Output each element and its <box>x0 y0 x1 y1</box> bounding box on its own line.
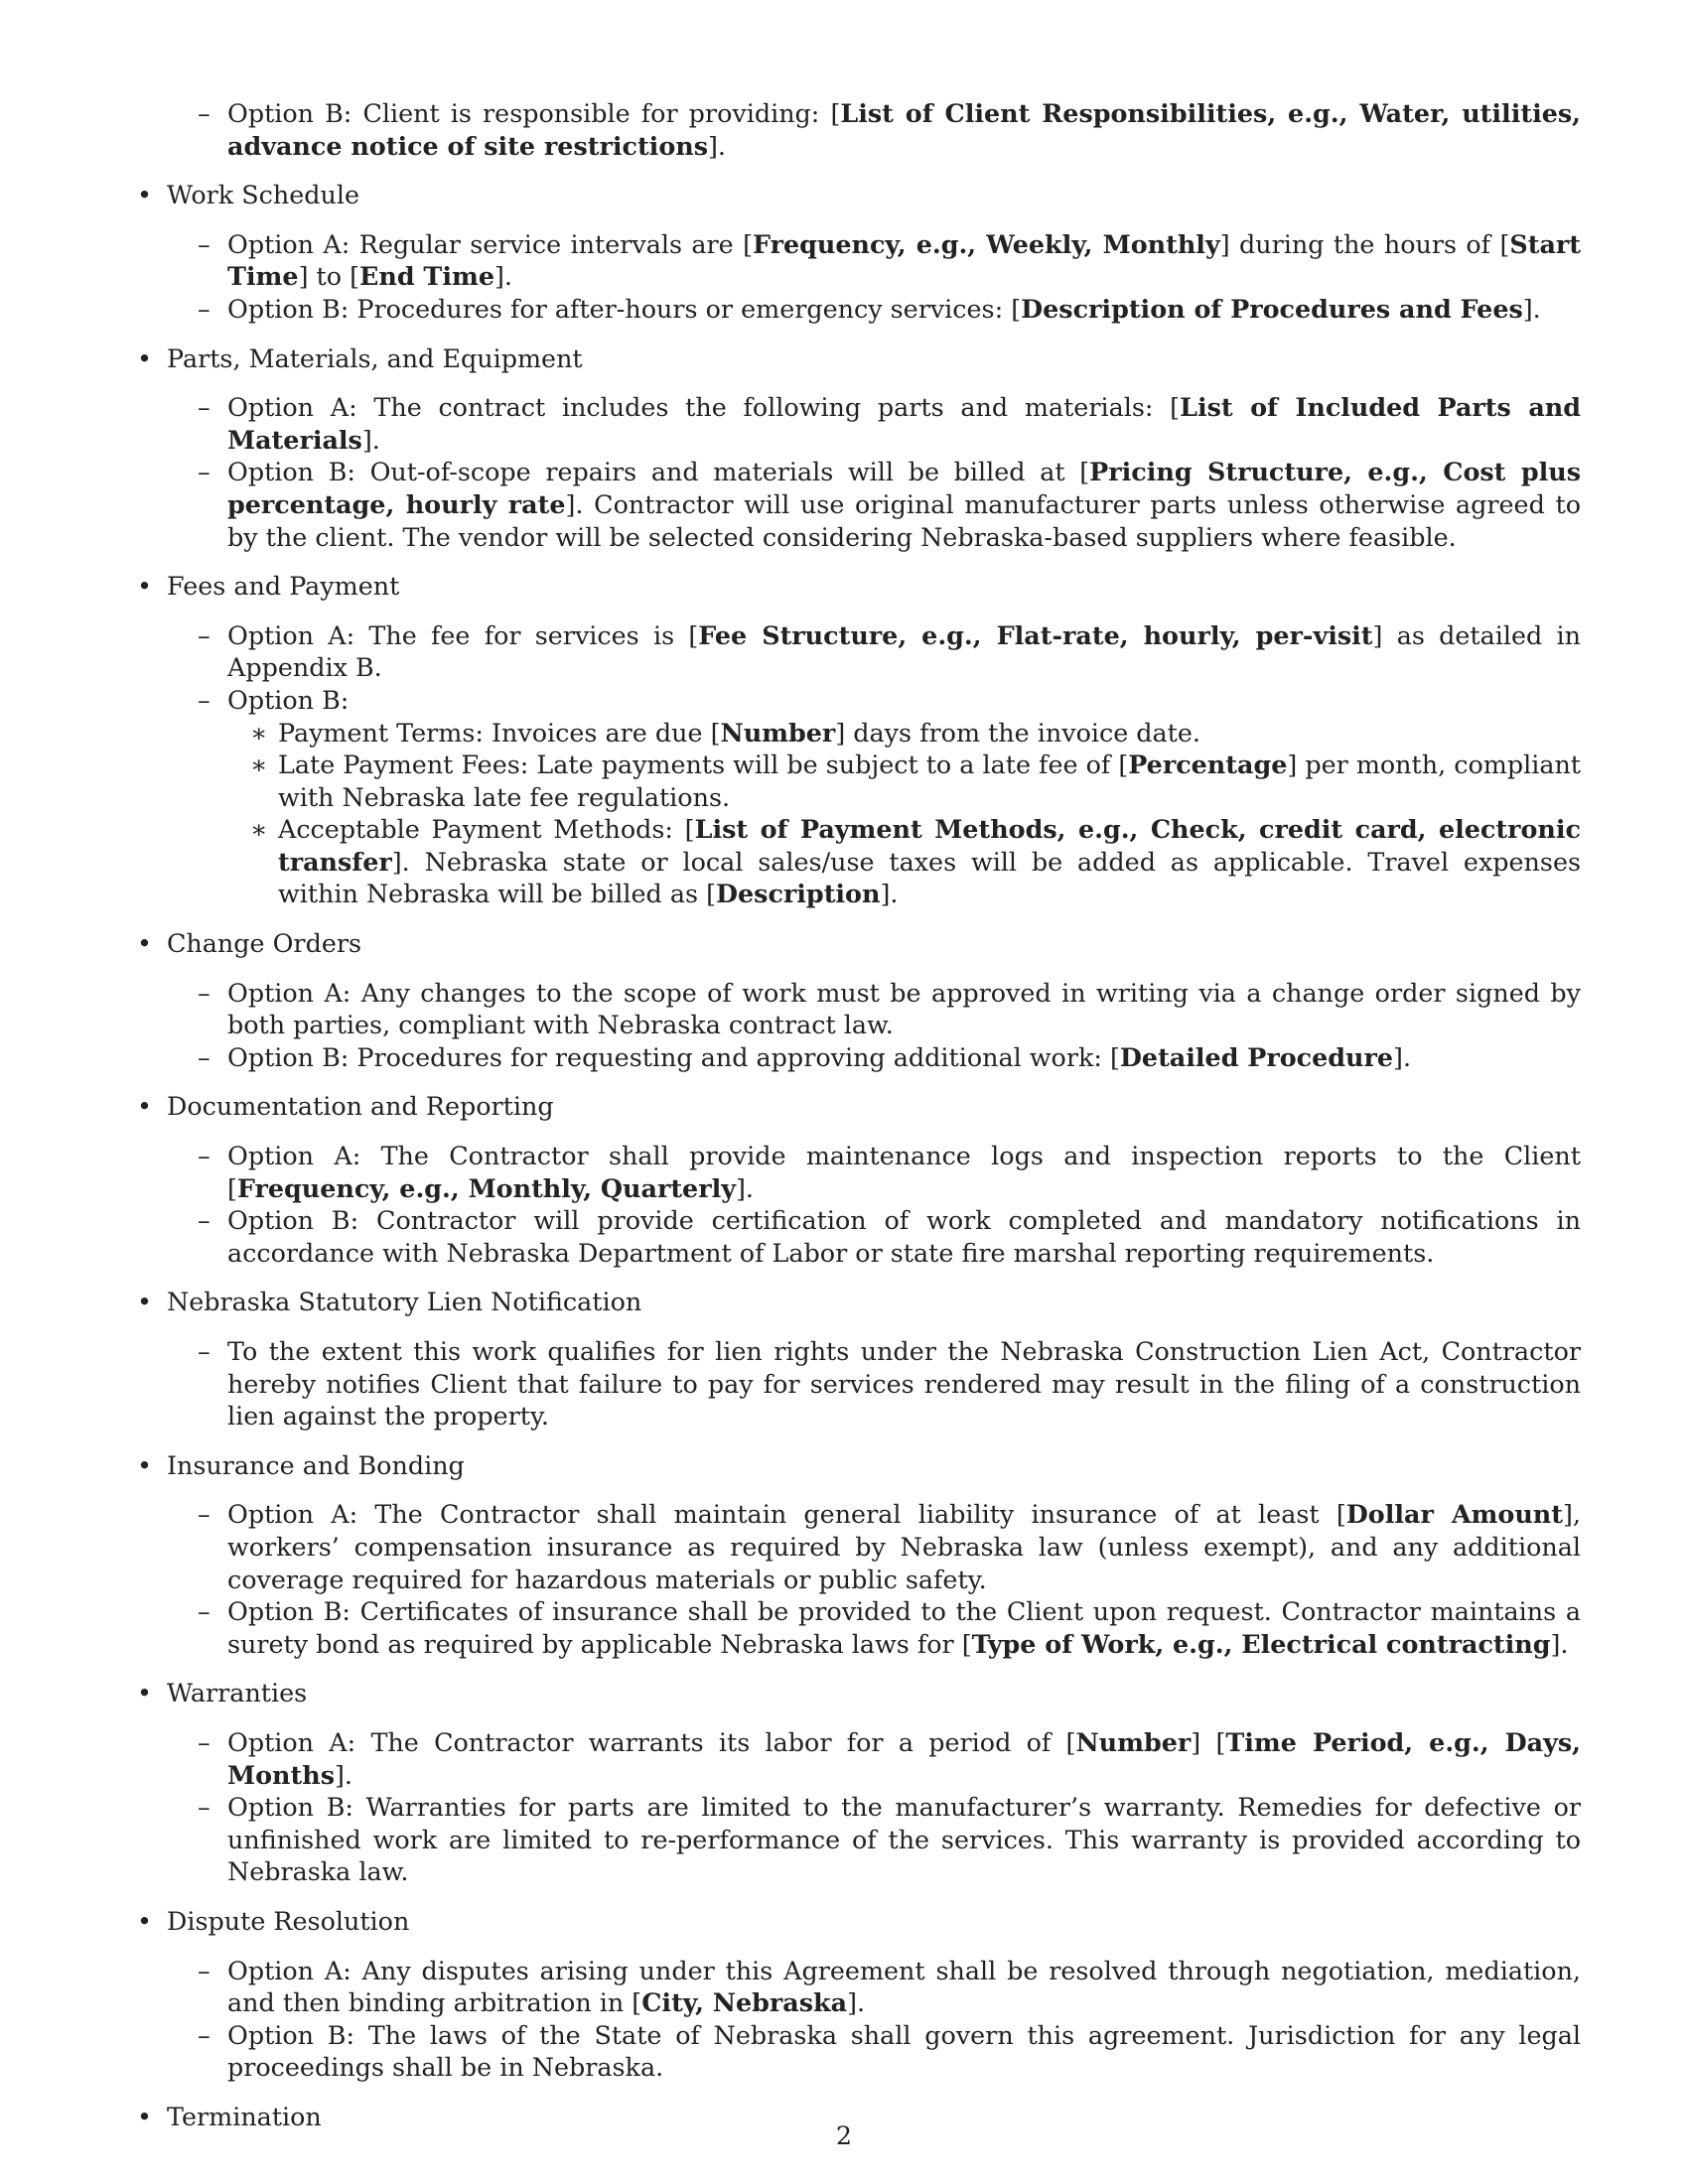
late-payment-fees <box>278 749 1581 813</box>
option-text: ]. <box>1522 293 1541 324</box>
option-text: Option B: Client is responsible for providing: [ <box>227 98 841 128</box>
option-a <box>227 1726 1581 1791</box>
option-text: Option B: The laws of the State of Nebraska shall govern this agreement. Jurisdiction for any legal proceedings shall be in Nebraska. <box>227 2019 1581 2083</box>
option-a <box>227 228 1581 293</box>
option-text: ] to [ <box>298 261 360 292</box>
option-text: ]. <box>847 1987 866 2018</box>
placeholder-field: Fee Structure, e.g., Flat-rate, hourly, per-visit <box>698 619 1373 650</box>
option-text: ] [ <box>1191 1726 1226 1757</box>
placeholder-field: End Time <box>359 261 494 292</box>
option-text: Option B: Out-of-scope repairs and materials will be billed at [ <box>227 457 1090 487</box>
option-b <box>227 1595 1581 1660</box>
option-b <box>227 1041 1581 1074</box>
placeholder-field: Type of Work, e.g., Electrical contracting <box>971 1628 1551 1659</box>
option-b <box>227 293 1581 326</box>
option-text: Option B: Contractor will provide certification of work completed and mandatory notifications in accordance with Nebraska Department of Labor or state fire marshal reporting requirements. <box>227 1205 1581 1268</box>
option-text: Option B: Procedures for after-hours or emergency services: [ <box>227 293 1022 324</box>
section-insurance <box>137 1449 1581 1661</box>
section-dispute <box>137 1905 1581 2084</box>
option-text: ]. Contractor will use original manufacturer parts unless otherwise agreed to by the client. The vendor will be selected considering Nebraska-based suppliers where feasible. <box>227 488 1581 552</box>
option-b <box>227 1791 1581 1888</box>
section-title: • Work Schedule <box>167 180 359 210</box>
option-text: ]. <box>1550 1628 1569 1659</box>
section-title: • Fees and Payment <box>167 571 400 602</box>
section-warranties <box>137 1677 1581 1888</box>
section-lien <box>137 1286 1581 1432</box>
option-text: Option A: The Contractor warrants its labor for a period of [ <box>227 1726 1076 1757</box>
option-b <box>227 456 1581 553</box>
option-b <box>227 1204 1581 1269</box>
option-text: ]. <box>1393 1041 1412 1072</box>
placeholder-field: Time Period, e.g., Days, Months <box>227 1726 1581 1790</box>
section-title: • Documentation and Reporting <box>167 1091 554 1122</box>
placeholder-field: Number <box>720 717 836 748</box>
option-a <box>227 977 1581 1041</box>
page-number: 2 <box>835 2120 853 2150</box>
option-text: ] as detailed in Appendix B. <box>227 619 1581 683</box>
option-list <box>167 1726 1581 1888</box>
placeholder-field: Number <box>1075 1726 1192 1757</box>
option-text: Option B: Warranties for parts are limited to the manufacturer’s warranty. Remedies for defective or unfinished work are limited to re-performance of the services. This warranty is provided according to Nebraska law. <box>227 1792 1581 1887</box>
option-text: Option A: The fee for services is [ <box>227 619 699 650</box>
option-text: ]. <box>880 879 899 909</box>
sub-option-list <box>227 717 1581 911</box>
option-text: Option B: Procedures for requesting and approving additional work: [ <box>227 1041 1120 1072</box>
option-text: ] days from the invoice date. <box>835 717 1200 748</box>
placeholder-field: City, Nebraska <box>641 1987 848 2018</box>
option-text: Option A: The contract includes the following parts and materials: [ <box>227 392 1181 423</box>
option-list <box>167 1140 1581 1269</box>
option-text: ]. <box>335 1759 352 1790</box>
section-list <box>137 97 1581 2132</box>
option-text: Option A: The Contractor shall provide maintenance logs and inspection reports to the Client [ <box>227 1141 1581 1203</box>
placeholder-field: Dollar Amount <box>1345 1499 1563 1530</box>
option-text: Option B: Certificates of insurance shall be provided to the Client upon request. Contractor maintains a surety bond as required by applicable Nebraska laws for [ <box>227 1596 1581 1659</box>
option-b <box>227 97 1581 162</box>
placeholder-field: Frequency, e.g., Weekly, Monthly <box>753 228 1220 259</box>
placeholder-field: Pricing Structure, e.g., Cost plus percentage, hourly rate <box>227 457 1581 519</box>
option-b <box>227 684 1581 910</box>
placeholder-field: List of Payment Methods, e.g., Check, credit card, electronic transfer <box>278 814 1581 877</box>
option-text: ]. <box>735 1172 754 1203</box>
section-title: • Change Orders <box>167 928 362 959</box>
section-title: • Dispute Resolution <box>167 1905 410 1936</box>
option-list <box>167 391 1581 553</box>
section-title: • Insurance and Bonding <box>167 1449 465 1480</box>
option-a <box>227 1140 1581 1204</box>
option-text: ]. <box>493 261 512 292</box>
option-list <box>167 228 1581 326</box>
option-text: Option A: Regular service intervals are [ <box>227 228 753 259</box>
option-text: ] during the hours of [ <box>1219 228 1510 259</box>
option-text: ], workers’ compensation insurance as required by Nebraska law (unless exempt), and any additional coverage required for hazardous materials or public safety. <box>227 1499 1581 1594</box>
option-list <box>137 97 1581 162</box>
section-change-orders <box>137 927 1581 1073</box>
option-list <box>167 1955 1581 2084</box>
option-text: Late Payment Fees: Late payments will be subject to a late fee of [ <box>278 750 1129 780</box>
section-title: • Warranties <box>167 1678 308 1708</box>
placeholder-field: Frequency, e.g., Monthly, Quarterly <box>236 1172 736 1203</box>
lien-notice <box>227 1335 1581 1433</box>
option-text: Payment Terms: Invoices are due [ <box>278 717 721 748</box>
placeholder-field: Start Time <box>227 228 1582 292</box>
placeholder-field: List of Included Parts and Materials <box>227 392 1581 455</box>
option-list <box>167 619 1581 910</box>
payment-methods <box>278 813 1581 910</box>
option-text: Option A: The Contractor shall maintain general liability insurance of at least [ <box>227 1499 1346 1530</box>
placeholder-field: Percentage <box>1128 750 1288 780</box>
option-b <box>227 2019 1581 2084</box>
option-text: Acceptable Payment Methods: [ <box>278 814 695 845</box>
option-a <box>227 1955 1581 2019</box>
placeholder-field: Description of Procedures and Fees <box>1021 293 1523 324</box>
option-a <box>227 619 1581 684</box>
option-text: ] per month, compliant with Nebraska late fee regulations. <box>278 750 1582 812</box>
placeholder-field: Detailed Procedure <box>1119 1041 1394 1072</box>
section-fees <box>137 570 1581 910</box>
option-a <box>227 1498 1581 1595</box>
option-text: ]. <box>361 424 380 455</box>
section-continued <box>137 97 1581 162</box>
section-work-schedule <box>137 179 1581 325</box>
option-text: Option A: Any changes to the scope of work must be approved in writing via a change order signed by both parties, compliant with Nebraska contract law. <box>227 977 1581 1040</box>
option-text: Option B: <box>227 684 350 715</box>
option-list <box>167 1335 1581 1433</box>
option-list <box>167 1498 1581 1660</box>
option-text: ]. <box>708 130 726 161</box>
placeholder-field: List of Client Responsibilities, e.g., Water, utilities, advance notice of site restrictions <box>227 98 1582 161</box>
section-title: • Parts, Materials, and Equipment <box>167 342 583 373</box>
section-title: • Nebraska Statutory Lien Notification <box>167 1287 642 1317</box>
option-text: To the extent this work qualifies for lien rights under the Nebraska Construction Lien Act, Contractor hereby notifies Client that failure to pay for services rendered may result in the filing of a construction lien against the property. <box>227 1336 1581 1432</box>
section-parts <box>137 342 1581 554</box>
section-title: • Termination <box>167 2101 322 2131</box>
section-documentation <box>137 1090 1581 1269</box>
option-text: Option A: Any disputes arising under this Agreement shall be resolved through negotiation, mediation, and then binding arbitration in [ <box>227 1955 1581 2018</box>
document-page <box>137 97 1581 2149</box>
payment-terms <box>278 717 1581 750</box>
option-list <box>167 977 1581 1074</box>
placeholder-field: Description <box>715 879 881 909</box>
option-a <box>227 391 1581 456</box>
option-text: ]. Nebraska state or local sales/use taxes will be added as applicable. Travel expenses within Nebraska will be billed as [ <box>278 846 1581 909</box>
